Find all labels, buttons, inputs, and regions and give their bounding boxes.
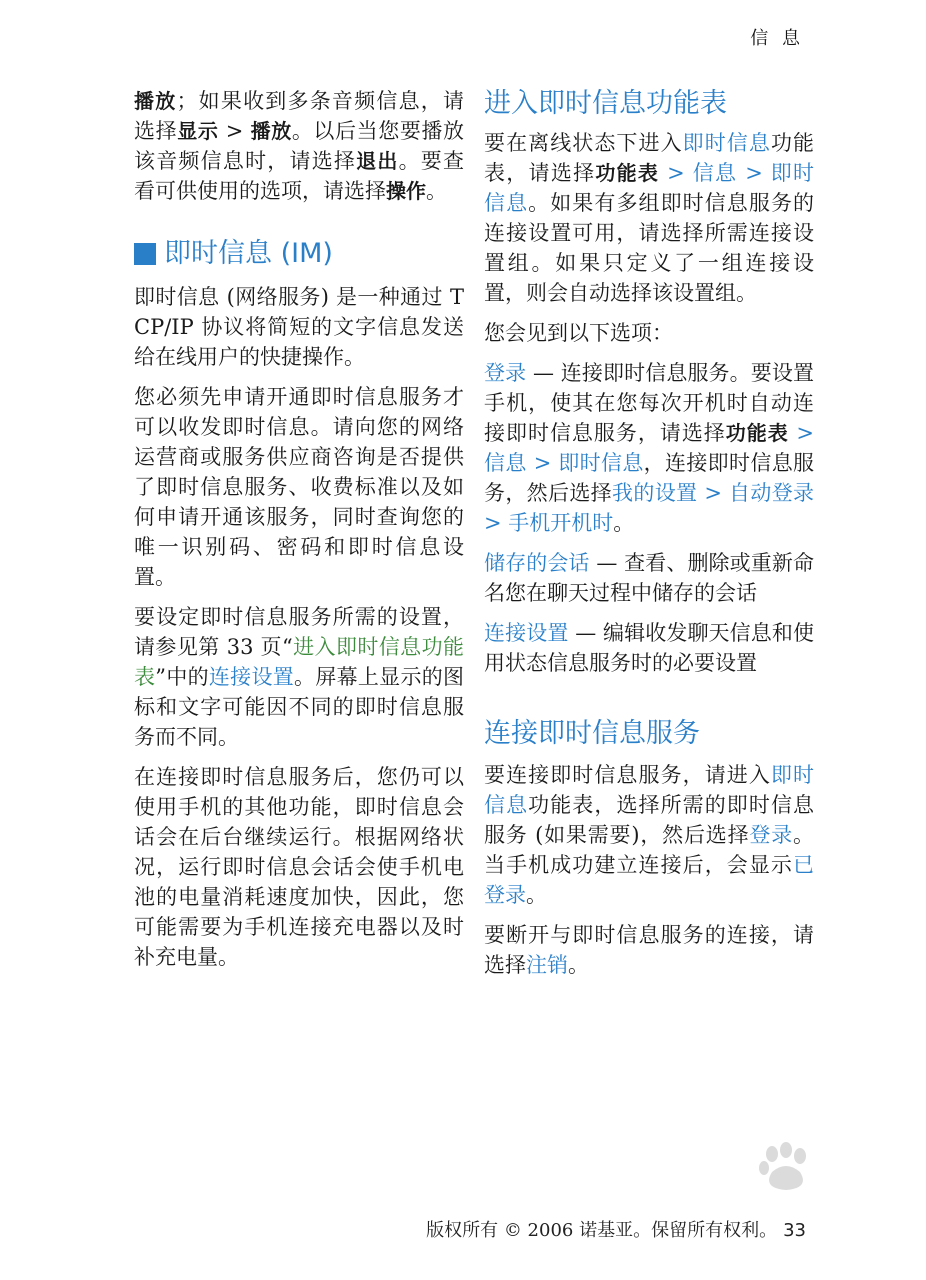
- right-column: [484, 86, 814, 990]
- paragraph-im-settings-ref: 要设定即时信息服务所需的设置，请参见第 33 页“进入即时信息功能表”中的连接设置。屏幕上显示的图标和文字可能因不同的即时信息服务而不同。: [134, 605, 465, 749]
- paragraph-options-intro: 您会见到以下选项：: [484, 321, 673, 345]
- section-square-icon: [134, 243, 156, 265]
- paragraph-audio-playback: 播放；如果收到多条音频信息，请选择显示 > 播放。以后当您要播放该音频信息时，请选择退出。要查看可供使用的选项，请选择操作。: [134, 89, 465, 203]
- paragraph-option-saved-chats: 储存的会话 — 查看、删除或重新命名您在聊天过程中储存的会话: [484, 551, 814, 605]
- paragraph-option-connection-settings: 连接设置 — 编辑收发聊天信息和使用状态信息服务时的必要设置: [484, 621, 814, 675]
- paragraph-connect-im: 要连接即时信息服务，请进入即时信息功能表，选择所需的即时信息服务 (如果需要)，然后选择登录。当手机成功建立连接后，会显示已登录。: [484, 763, 815, 907]
- paragraph-im-intro: 即时信息 (网络服务) 是一种通过 TCP/IP 协议将简短的文字信息发送给在线用户的快捷操作。: [134, 285, 464, 369]
- section-header: 信 息: [750, 28, 804, 49]
- page-number: 33: [783, 1220, 806, 1241]
- crossref-link[interactable]: 进入即时信息功能表: [134, 635, 465, 689]
- paragraph-enter-im-menu: 要在离线状态下进入即时信息功能表，请选择功能表 > 信息 > 即时信息。如果有多组即时信息服务的连接设置可用，请选择所需连接设置组。如果只定义了一组连接设置，则会自动选择该设置组。: [484, 131, 815, 305]
- paragraph-im-subscribe: 您必须先申请开通即时信息服务才可以收发即时信息。请向您的网络运营商或服务供应商咨询是否提供了即时信息服务、收费标准以及如何申请开通该服务，同时查询您的唯一识别码、密码和即时信息设置。: [134, 385, 464, 589]
- copyright-text: 版权所有 © 2006 诺基亚。保留所有权利。: [426, 1220, 778, 1241]
- im-section-heading: 即时信息 (IM): [134, 236, 464, 272]
- paragraph-disconnect-im: 要断开与即时信息服务的连接，请选择注销。: [484, 923, 814, 977]
- connection-settings-link[interactable]: 连接设置: [208, 665, 295, 689]
- heading-connect-im: 连接即时信息服务: [484, 718, 700, 749]
- baidu-watermark-logo: [660, 1140, 870, 1220]
- left-column: [134, 86, 464, 982]
- page-footer: [426, 1216, 806, 1242]
- heading-enter-im-menu: 进入即时信息功能表: [484, 88, 727, 119]
- paragraph-option-login: 登录 — 连接即时信息服务。要设置手机，使其在您每次开机时自动连接即时信息服务，请选择功能表 > 信息 > 即时信息，连接即时信息服务，然后选择我的设置 > 自动登录 > 手机开机时。: [484, 361, 815, 535]
- paragraph-im-background: 在连接即时信息服务后，您仍可以使用手机的其他功能，即时信息会话会在后台继续运行。根据网络状况，运行即时信息会话会使手机电池的电量消耗速度加快，因此，您可能需要为手机连接充电器以及时补充电量。: [134, 765, 464, 969]
